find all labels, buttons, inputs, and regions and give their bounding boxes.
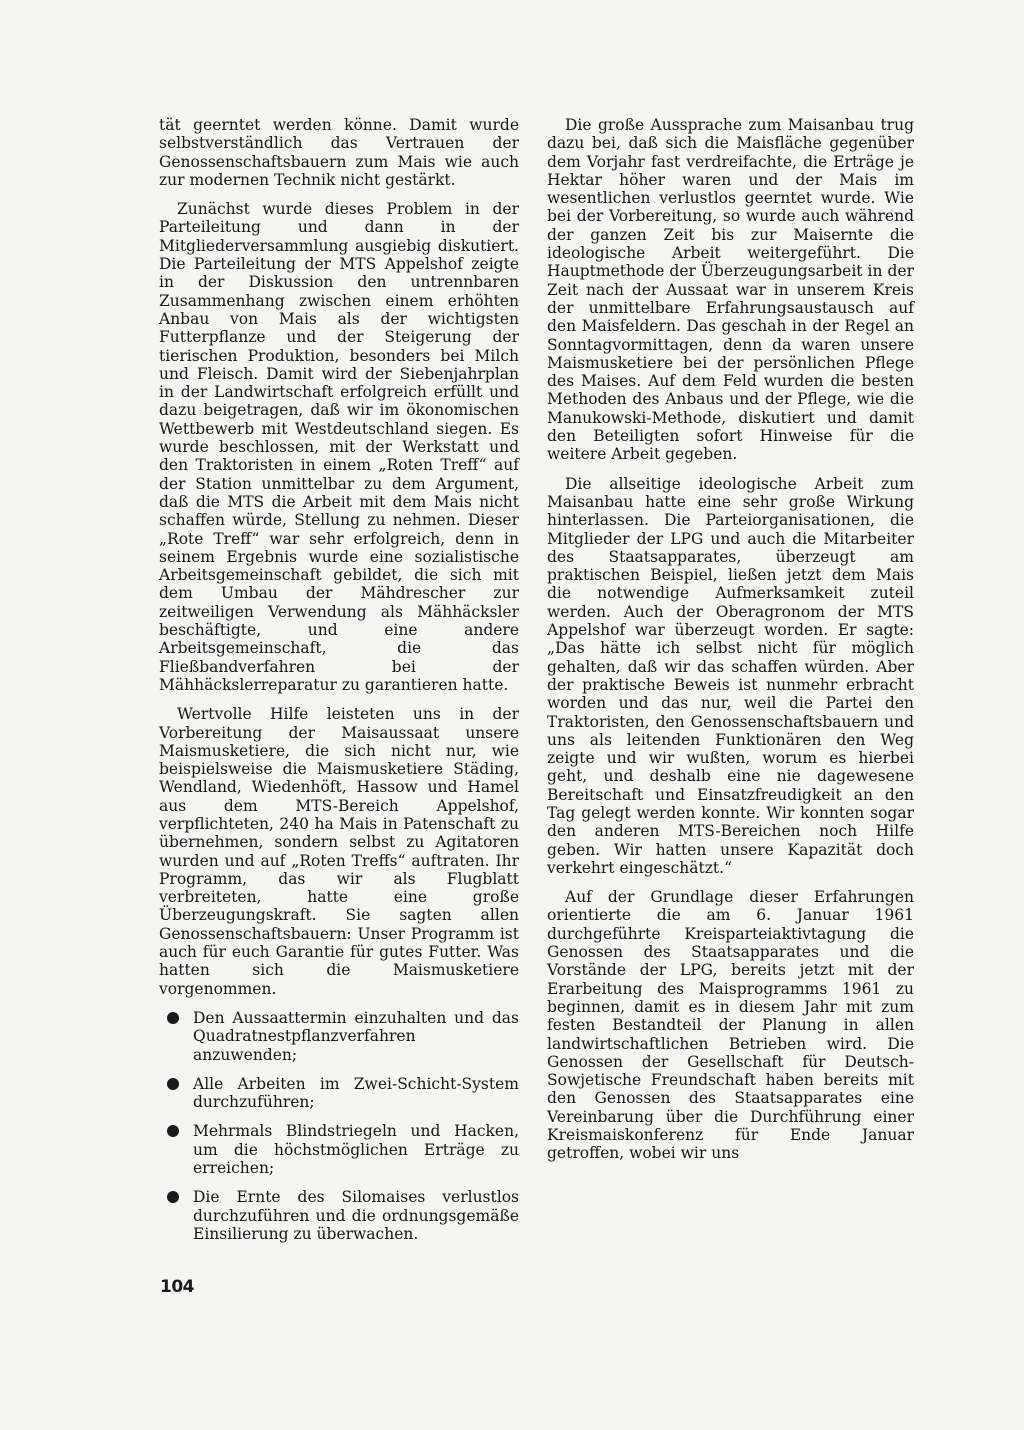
list-item-text: Die Ernte des Silomaises verlustlos durchzuführen und die ordnungsgemäße Einsilierung zu überwachen. (193, 1188, 519, 1243)
bullet-list (159, 1009, 519, 1243)
list-item-text: Mehrmals Blindstriegeln und Hacken, um die höchstmöglichen Erträge zu erreichen; (193, 1122, 519, 1178)
paragraph: Wertvolle Hilfe leisteten uns in der Vorbereitung der Maisaussaat unsere Maismusketiere, die sich nicht nur, wie beispielsweise die Maismusketiere Städing, Wendland, Wiedenhöft, Hassow und Hamel aus dem MTS-Bereich Appelshof, verpflichteten, 240 ha Mais in Patenschaft zu übernehmen, sondern selbst zu Agitatoren wurden und auf „Roten Treffs“ auftraten. Ihr Programm, das wir als Flugblatt verbreiteten, hatte eine große Überzeugungskraft. Sie sagten allen Genossenschaftsbauern: Unser Programm ist auch für euch Garantie für gutes Futter. Was hatten sich die Maismusketiere vorgenommen. (159, 705, 519, 998)
list-item-text: Alle Arbeiten im Zwei-Schicht-System durchzuführen; (193, 1074, 519, 1112)
paragraph: Zunächst wurde dieses Problem in der Parteileitung und dann in der Mitgliederversammlung ausgiebig diskutiert. Die Parteileitung der MTS Appelshof zeigte in der Diskussion den untrennbaren Zusammenhang zwischen einem erhöhten Anbau von Mais als der wichtigsten Futterpflanze und der Steigerung der tierischen Produktion, besonders bei Milch und Fleisch. Damit wird der Siebenjahrplan in der Landwirtschaft erfolgreich erfüllt und dazu beigetragen, daß wir im ökonomischen Wettbewerb mit Westdeutschland siegen. Es wurde beschlossen, mit der Werkstatt und den Traktoristen in einem „Roten Treff“ auf der Station unmittelbar zu dem Argument, daß die MTS die Arbeit mit dem Mais nicht schaffen würde, Stellung zu nehmen. Dieser „Rote Treff“ war sehr erfolgreich, denn in seinem Ergebnis wurde eine sozialistische Arbeitsgemeinschaft gebildet, die sich mit dem Umbau der Mähdrescher zur zeitweiligen Verwendung als Mähhäcksler beschäftigte, und eine andere Arbeitsgemeinschaft, die das Fließbandverfahren bei der Mähhäckslerreparatur zu garantieren hatte. (159, 200, 519, 694)
list-item-text: Den Aussaattermin einzuhalten und das Quadratnestpflanzverfahren anzuwenden; (193, 1008, 519, 1064)
paragraph: Auf der Grundlage dieser Erfahrungen orientierte die am 6. Januar 1961 durchgeführte Kreisparteiaktivtagung die Genossen des Staatsapparates und die Vorstände der LPG, bereits jetzt mit der Erarbeitung des Maisprogramms 1961 zu beginnen, damit es in diesem Jahr mit zum festen Bestandteil der Planung in allen landwirtschaftlichen Betrieben wird. Die Genossen der Gesellschaft für Deutsch-Sowjetische Freundschaft haben bereits mit den Genossen des Staatsapparates eine Vereinbarung über die Durchführung einer Kreismaiskonferenz für Ende Januar getroffen, wobei wir uns (547, 888, 914, 1163)
bullet-dot-icon (167, 1012, 179, 1024)
left-column (159, 116, 519, 1254)
list-item (159, 1122, 519, 1177)
list-item (159, 1188, 519, 1243)
right-column (547, 116, 914, 1174)
bullet-dot-icon (167, 1191, 179, 1203)
bullet-dot-icon (167, 1078, 179, 1090)
paragraph: Die allseitige ideologische Arbeit zum Maisanbau hatte eine sehr große Wirkung hinterlassen. Die Parteiorganisationen, die Mitglieder der LPG und auch die Mitarbeiter des Staatsapparates, überzeugt am praktischen Beispiel, ließen jetzt dem Mais die notwendige Aufmerksamkeit zuteil werden. Auch der Oberagronom der MTS Appelshof war überzeugt worden. Er sagte: „Das hätte ich selbst nicht für möglich gehalten, daß wir das schaffen würden. Aber der praktische Beweis ist nunmehr erbracht worden und das nur, weil die Partei den Traktoristen, den Genossenschaftsbauern und uns als leitenden Funktionären den Weg zeigte und wir wußten, worum es hierbei geht, und deshalb eine nie dagewesene Bereitschaft und Einsatzfreudigkeit an den Tag gelegt werden konnte. Wir konnten sogar den anderen MTS-Bereichen noch Hilfe geben. Wir hatten unsere Kapazität doch verkehrt eingeschätzt.“ (547, 474, 914, 877)
list-item (159, 1009, 519, 1064)
list-item (159, 1075, 519, 1112)
paragraph: tät geerntet werden könne. Damit wurde selbstverständlich das Vertrauen der Genossenschaftsbauern zum Mais wie auch zur modernen Technik nicht gestärkt. (159, 116, 519, 189)
bullet-dot-icon (167, 1125, 179, 1137)
paragraph: Die große Aussprache zum Maisanbau trug dazu bei, daß sich die Maisfläche gegenüber dem Vorjahr fast verdreifachte, die Erträge je Hektar höher waren und der Mais im wesentlichen verlustlos geerntet wurde. Wie bei der Vorbereitung, so wurde auch während der ganzen Zeit bis zur Maisernte die ideologische Arbeit weitergeführt. Die Hauptmethode der Überzeugungsarbeit in der Zeit nach der Aussaat war in unserem Kreis der unmittelbare Erfahrungsaustausch auf den Maisfeldern. Das geschah in der Regel an Sonntagvormittagen, denn da waren unsere Maismusketiere bei der persönlichen Pflege des Maises. Auf dem Feld wurden die besten Methoden des Anbaus und der Pflege, wie die Manukowski-Methode, diskutiert und damit den Beteiligten sofort Hinweise für die weitere Arbeit gegeben. (547, 116, 914, 464)
page-number: 104 (160, 1277, 194, 1297)
